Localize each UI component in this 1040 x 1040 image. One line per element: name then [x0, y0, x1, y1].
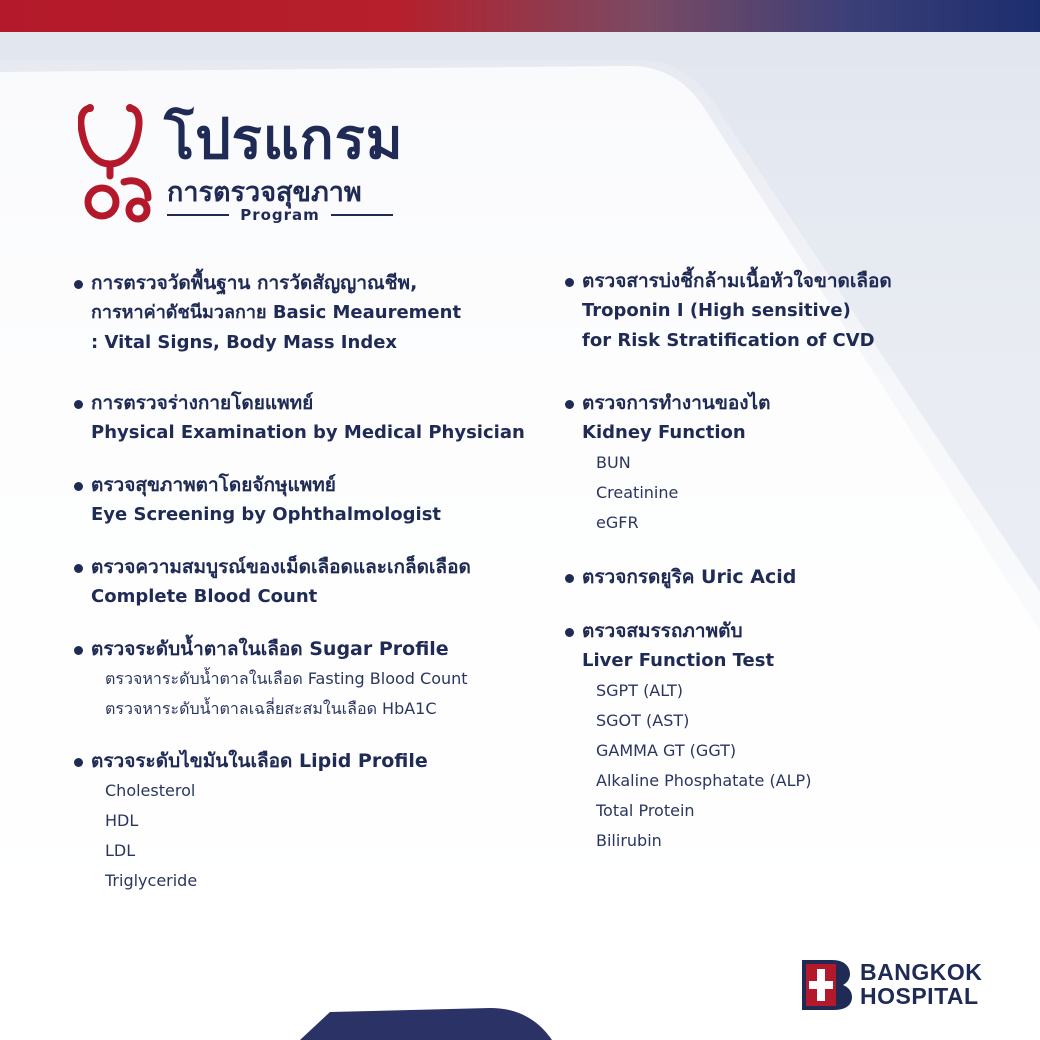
- sub-item: HDL: [105, 811, 139, 830]
- item-heading: Kidney Function: [582, 422, 746, 443]
- stethoscope-icon: [78, 98, 160, 228]
- sub-item: SGOT (AST): [596, 711, 690, 730]
- page-subtitle: การตรวจสุขภาพ: [167, 177, 362, 208]
- item-heading: ตรวจกรดยูริค Uric Acid: [582, 566, 797, 588]
- logo-line-2: HOSPITAL: [860, 983, 979, 1009]
- bullet: [565, 628, 574, 637]
- list-item: [565, 562, 1025, 592]
- bullet: [565, 400, 574, 409]
- item-heading: Eye Screening by Ophthalmologist: [91, 504, 442, 525]
- top-gradient-bar: [0, 0, 1040, 32]
- list-item: [74, 746, 544, 896]
- item-heading: ตรวจความสมบูรณ์ของเม็ดเลือดและเกล็ดเลือด: [91, 556, 471, 578]
- list-item: [74, 634, 544, 724]
- list-item: [74, 552, 544, 612]
- bullet: [74, 482, 83, 491]
- item-heading: ตรวจการทำงานของไต: [582, 392, 771, 414]
- divider-left: [167, 214, 229, 216]
- bullet: [565, 574, 574, 583]
- divider-right: [331, 214, 393, 216]
- bullet: [74, 400, 83, 409]
- sub-item: eGFR: [596, 513, 639, 532]
- item-heading: ตรวจสุขภาพตาโดยจักษุแพทย์: [91, 474, 336, 496]
- list-item: [565, 266, 1025, 356]
- list-item: [565, 616, 1025, 856]
- bullet: [74, 564, 83, 573]
- page-title: โปรแกรม: [164, 107, 404, 172]
- list-item: [74, 470, 544, 530]
- sub-item: LDL: [105, 841, 136, 860]
- program-label-row: [167, 206, 393, 224]
- item-heading: Liver Function Test: [582, 650, 775, 671]
- list-item: [74, 268, 544, 358]
- logo-text: [860, 960, 982, 1008]
- bullet: [565, 278, 574, 287]
- logo-line-1: BANGKOK: [860, 959, 983, 985]
- list-item: [74, 388, 544, 448]
- item-heading: การตรวจร่างกายโดยแพทย์: [91, 392, 314, 414]
- sub-item: ตรวจหาระดับน้ำตาลเฉลี่ยสะสมในเลือด HbA1C: [105, 699, 437, 718]
- hospital-logo-icon: [802, 960, 852, 1010]
- sub-item: Cholesterol: [105, 781, 196, 800]
- sub-item: ตรวจหาระดับน้ำตาลในเลือด Fasting Blood Count: [105, 669, 468, 688]
- bullet: [74, 280, 83, 289]
- item-heading: การตรวจวัดพื้นฐาน การวัดสัญญาณชีพ,: [91, 272, 418, 294]
- sub-item: Bilirubin: [596, 831, 662, 850]
- sub-item: Alkaline Phosphatate (ALP): [596, 771, 812, 790]
- sub-item: Triglyceride: [105, 871, 198, 890]
- item-heading: for Risk Stratification of CVD: [582, 330, 875, 351]
- item-heading: Troponin I (High sensitive): [582, 300, 851, 321]
- bangkok-hospital-logo: [802, 960, 1012, 1010]
- item-heading: : Vital Signs, Body Mass Index: [91, 332, 398, 353]
- sub-item: Total Protein: [596, 801, 695, 820]
- sub-item: Creatinine: [596, 483, 679, 502]
- item-heading: ตรวจระดับไขมันในเลือด Lipid Profile: [91, 750, 428, 772]
- bullet: [74, 646, 83, 655]
- item-heading: การหาค่าดัชนีมวลกาย Basic Meaurement: [91, 302, 462, 323]
- program-header: [78, 98, 408, 238]
- bullet: [74, 758, 83, 767]
- right-column: [565, 266, 1025, 856]
- left-column: [74, 268, 544, 896]
- list-item: [565, 388, 1025, 538]
- sub-item: BUN: [596, 453, 631, 472]
- item-heading: Physical Examination by Medical Physician: [91, 422, 525, 443]
- sub-item: SGPT (ALT): [596, 681, 683, 700]
- item-heading: Complete Blood Count: [91, 586, 318, 607]
- item-heading: ตรวจสมรรถภาพตับ: [582, 620, 743, 642]
- item-heading: ตรวจระดับน้ำตาลในเลือด Sugar Profile: [91, 638, 449, 660]
- sub-item: GAMMA GT (GGT): [596, 741, 737, 760]
- program-label: Program: [240, 206, 320, 224]
- item-heading: ตรวจสารบ่งชี้กล้ามเนื้อหัวใจขาดเลือด: [582, 270, 892, 292]
